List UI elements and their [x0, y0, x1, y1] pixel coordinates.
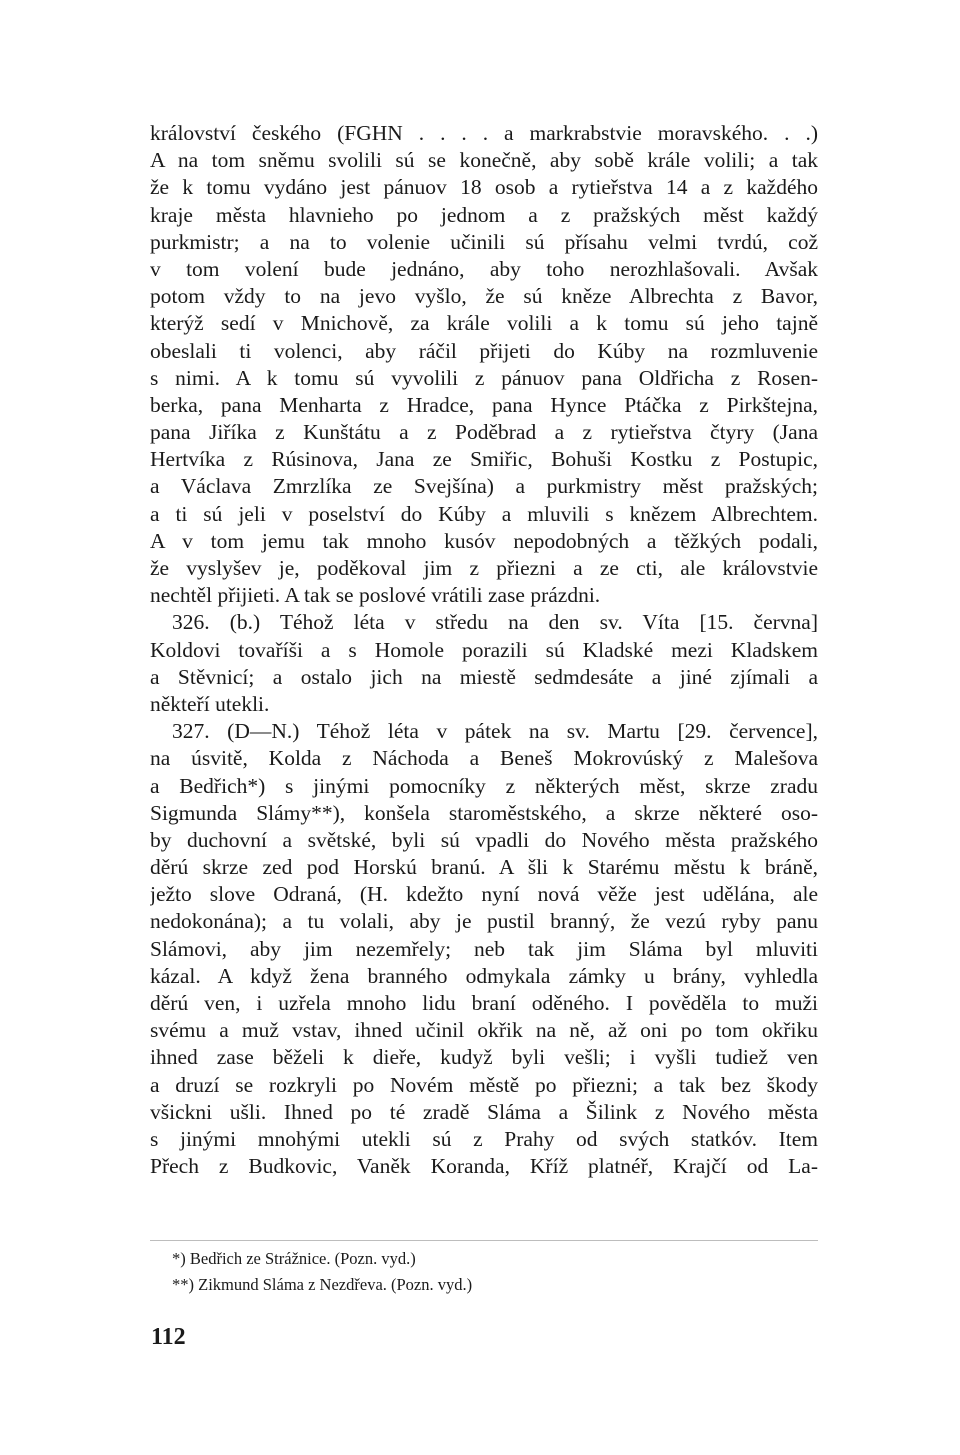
- text-line: Koldovi tovaříši a s Homole porazili sú Kladské mezi Kladskem: [150, 637, 818, 662]
- text-line: že vyslyšev je, poděkoval jim z přiezni a ze cti, ale královstvie: [150, 556, 818, 580]
- text-line: obeslali ti volenci, aby ráčil přijeti do Kúby na rozmluvenie: [150, 338, 818, 363]
- text-line: nedokonána); a tu volali, aby je pustil branný, že vezú ryby panu: [150, 909, 818, 934]
- text-line: s nimi. A k tomu sú vyvolili z pánuov pana Oldřicha z Rosen-: [150, 365, 818, 390]
- text-line: purkmistr; a na to volenie učinili sú přísahu velmi tvrdú, což: [150, 229, 818, 254]
- text-line: kraje města hlavnieho po jednom a z pražských měst každý: [150, 202, 818, 227]
- text-line: v tom volení bude jednáno, aby toho nerozhlašovali. Avšak: [150, 256, 818, 281]
- page-body: [150, 120, 818, 1180]
- text-line: kázal. A když žena branného odmykala zámky u brány, vyhledla: [150, 963, 818, 988]
- paragraph-start-326: 326. (b.) Téhož léta v středu na den sv. Víta [15. června]: [172, 610, 818, 635]
- text-line: Slámovi, aby jim nezemřely; neb tak jim Sláma byl mluviti: [150, 936, 818, 961]
- page-number: 112: [151, 1324, 186, 1350]
- text-line: a ti sú jeli v poselství do Kúby a mluvili s knězem Albrechtem.: [150, 501, 818, 526]
- text-line: na úsvitě, Kolda z Náchoda a Beneš Mokrovúský z Malešova: [150, 746, 818, 771]
- text-line: A na tom sněmu svolili sú se konečně, aby sobě krále volili; a tak: [150, 148, 818, 173]
- text-line: potom vždy to na jevo vyšlo, že sú kněze Albrechta z Bavor,: [150, 284, 818, 309]
- text-line: že k tomu vydáno jest pánuov 18 osob a rytieřstva 14 a z každého: [150, 175, 818, 200]
- text-line: by duchovní a světské, byli sú vpadli do Nového města pražského: [150, 827, 818, 852]
- text-line: někteří utekli.: [150, 691, 270, 716]
- text-line: s jinými mnohými utekli sú z Prahy od svých statkóv. Item: [150, 1126, 818, 1151]
- text-line: A v tom jemu tak mnoho kusóv nepodobných a těžkých podali,: [150, 528, 818, 553]
- text-line: berka, pana Menharta z Hradce, pana Hynce Ptáčka z Pirkštejna,: [150, 392, 818, 417]
- text-line: svému a muž vstav, ihned učinil okřik na ně, až oni po tom okřiku: [150, 1018, 818, 1043]
- footnote: **) Zikmund Sláma z Nezdřeva. (Pozn. vyd.): [172, 1275, 473, 1294]
- text-line: děrú ven, i uzřela mnoho lidu braní oděného. I pověděla to muži: [150, 991, 818, 1015]
- text-line: Přech z Budkovic, Vaněk Koranda, Kříž platnéř, Krajčí od La-: [150, 1154, 818, 1179]
- text-line: nechtěl přijieti. A tak se poslové vrátili zase prázdni.: [150, 583, 601, 608]
- text-line: a Stěvnicí; a ostalo jich na miestě sedmdesáte a jiné zjímali a: [150, 664, 818, 689]
- text-line: a Václava Zmrzlíka ze Svejšína) a purkmistry měst pražských;: [150, 474, 818, 499]
- paragraph-start-327: 327. (D—N.) Téhož léta v pátek na sv. Martu [29. července],: [172, 719, 818, 744]
- text-line: pana Jiříka z Kunštátu a z Poděbrad a z rytieřstva čtyry (Jana: [150, 420, 818, 445]
- footnotes: [172, 1246, 812, 1298]
- text-line: a Bedřich*) s jinými pomocníky z některých měst, skrze zradu: [150, 773, 818, 798]
- footnote: *) Bedřich ze Strážnice. (Pozn. vyd.): [172, 1249, 416, 1268]
- text-line: Sigmunda Slámy**), konšela staroměstského, a skrze některé oso-: [150, 800, 818, 825]
- footnote-divider: [150, 1240, 818, 1241]
- text-line: ihned zase běželi k dieře, kudyž byli vešli; i vyšli tudiež ven: [150, 1045, 818, 1070]
- text-line: Hertvíka z Rúsinova, Jana ze Smiřic, Bohuši Kostku z Postupic,: [150, 447, 818, 472]
- text-line: kterýž sedí v Mnichově, za krále volili a k tomu sú jeho tajně: [150, 311, 818, 336]
- text-line: všickni ušli. Ihned po té zradě Sláma a Šilink z Nového města: [150, 1099, 818, 1124]
- text-line: a druzí se rozkryli po Novém městě po přiezni; a tak bez škody: [150, 1072, 818, 1097]
- text-line: království českého (FGHN . . . . a markrabstvie moravského. . .): [150, 121, 818, 145]
- text-line: ježto slove Odraná, (H. kdežto nyní nová věže jest udělána, ale: [150, 882, 818, 907]
- text-line: děrú skrze zed pod Horskú branú. A šli k Starému městu k bráně,: [150, 855, 818, 880]
